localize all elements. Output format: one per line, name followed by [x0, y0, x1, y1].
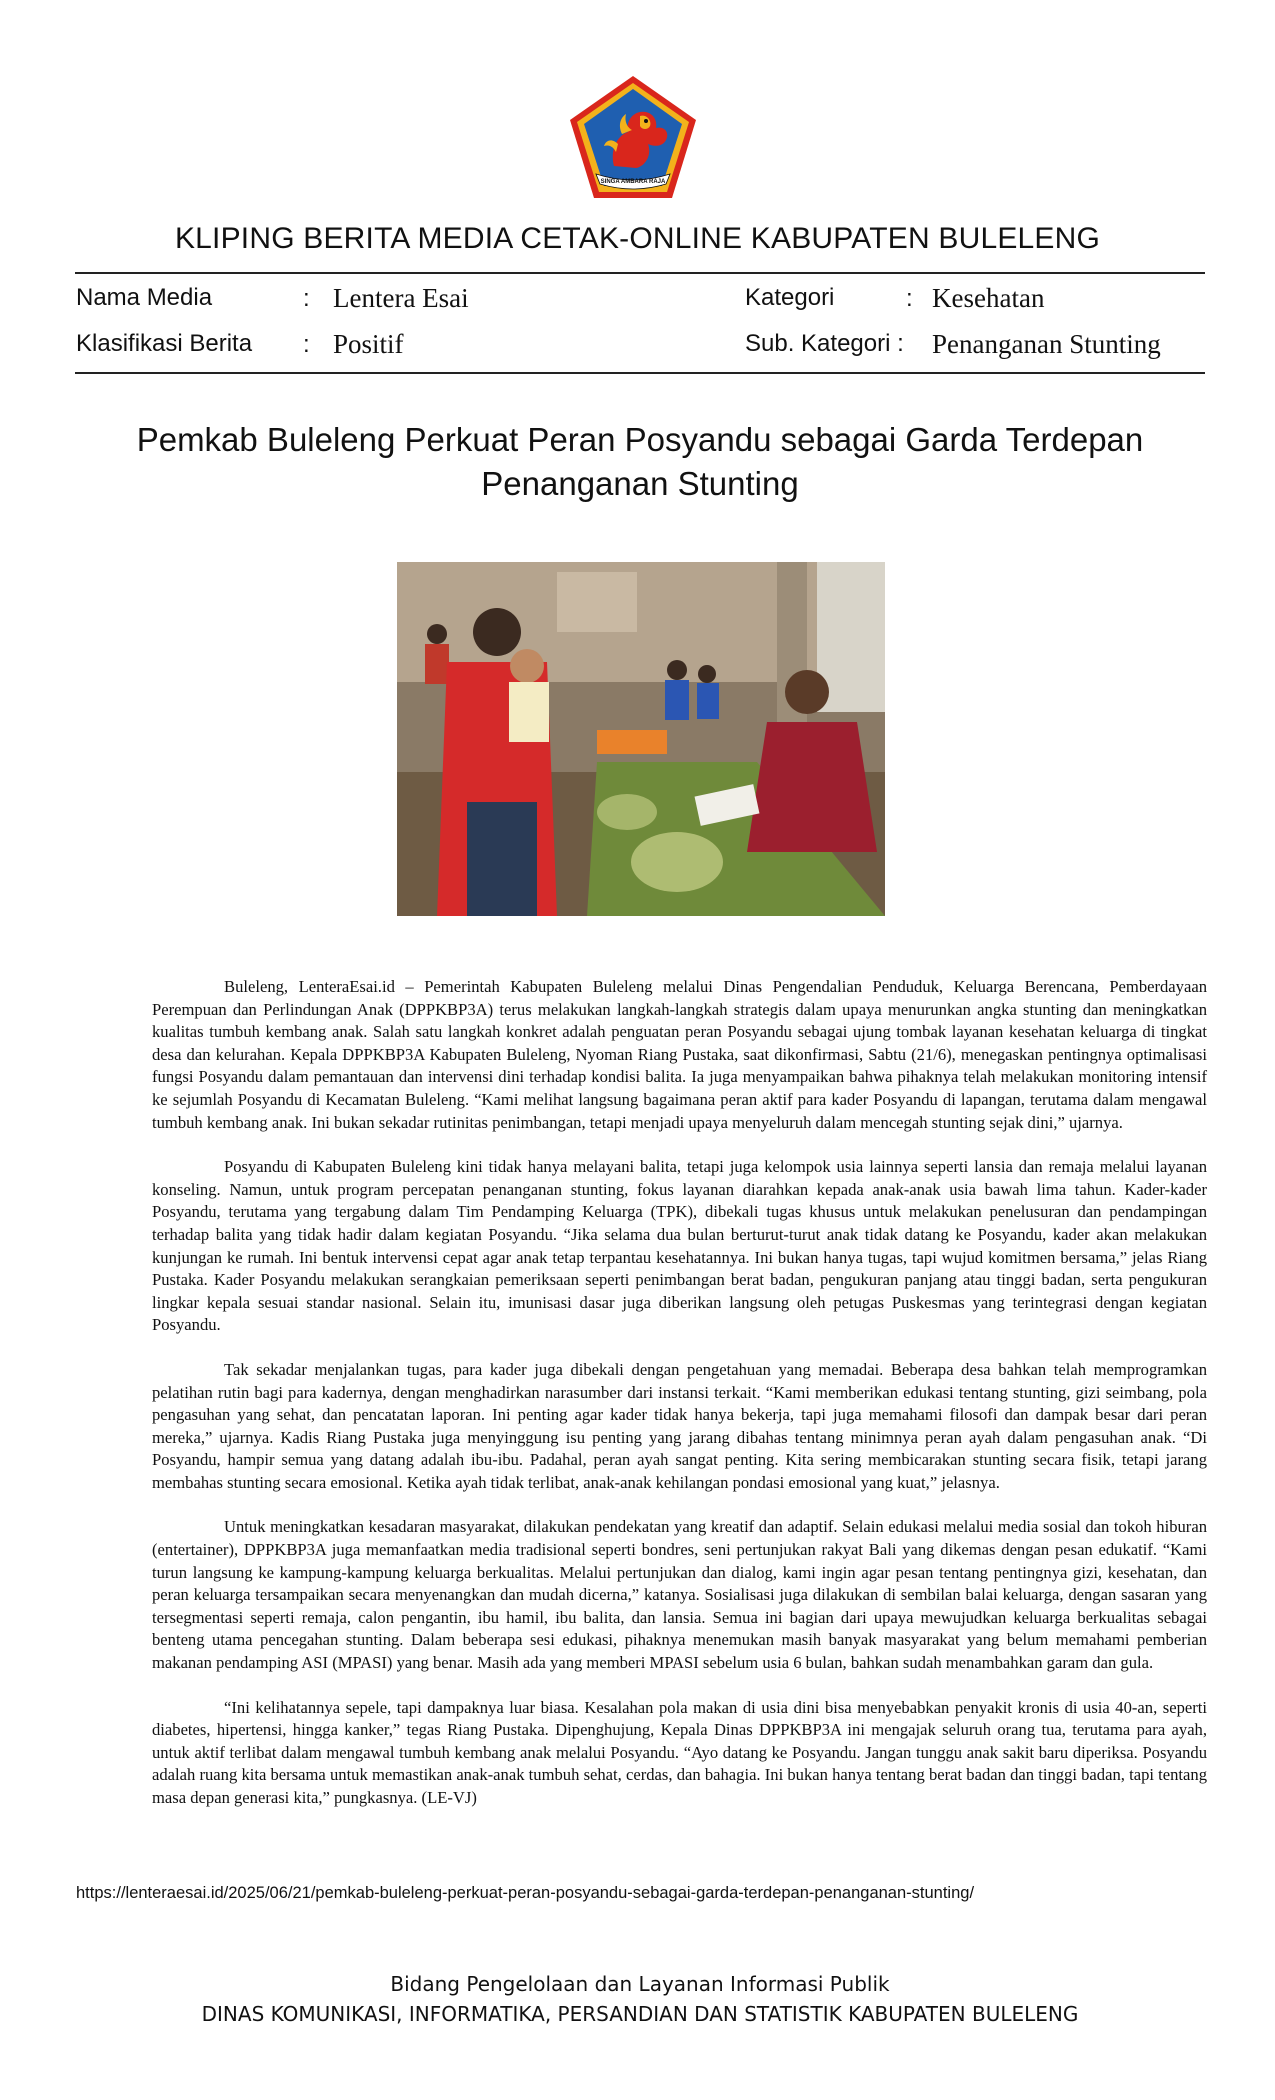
kategori-label: Kategori	[745, 284, 835, 311]
footer-division: Bidang Pengelolaan dan Layanan Informasi Publik	[390, 1972, 890, 1996]
headline-line-1: Pemkab Buleleng Perkuat Peran Posyandu sebagai Garda Terdepan	[136, 421, 1144, 458]
nama-media-colon: :	[303, 285, 310, 312]
klasifikasi-value: Positif	[333, 329, 404, 359]
clipping-header-title: KLIPING BERITA MEDIA CETAK-ONLINE KABUPATEN BULELENG	[174, 222, 1101, 255]
sub-kategori-value: Penanganan Stunting	[932, 329, 1161, 359]
article-photo	[397, 562, 885, 916]
kategori-colon: :	[906, 285, 913, 312]
header-divider-bottom	[75, 372, 1205, 374]
article-paragraph: Posyandu di Kabupaten Buleleng kini tidak hanya melayani balita, tetapi juga kelompok usia lainnya seperti lansia dan remaja melalui layanan konseling. Namun, untuk program percepatan penanganan stunting, fokus layanan diarahkan kepada anak-anak usia bawah lima tahun. Kader-kader Posyandu, terutama yang tergabung dalam Tim Pendamping Keluarga (TPK), dibekali tugas khusus untuk melakukan penelusuran dan pendampingan terhadap balita yang tidak hadir dalam kegiatan Posyandu. “Jika selama dua bulan berturut-turut anak tidak datang ke Posyandu, kader akan melakukan kunjungan ke rumah. Ini bentuk intervensi cepat agar anak tetap terpantau kesehatannya. Ini bukan hanya tugas, tapi wujud komitmen bersama,” jelas Riang Pustaka. Kader Posyandu melakukan serangkaian pemeriksaan seperti penimbangan berat badan, pengukuran panjang atau tinggi badan, serta pengukuran lingkar kepala sesuai standar nasional. Selain itu, imunisasi dasar juga diberikan langsung oleh petugas Puskesmas yang terintegrasi dengan kegiatan Posyandu.	[152, 1157, 1207, 1335]
logo-banner-text: SINGA AMBARA RAJA	[600, 179, 666, 185]
footer-agency: DINAS KOMUNIKASI, INFORMATIKA, PERSANDIAN DAN STATISTIK KABUPATEN BULELENG	[201, 2002, 1079, 2026]
kategori-value: Kesehatan	[932, 283, 1045, 313]
article-paragraph: Tak sekadar menjalankan tugas, para kader juga dibekali dengan pengetahuan yang memadai. Beberapa desa bahkan telah memprogramkan pelatihan rutin bagi para kadernya, dengan menghadirkan narasumber dari instansi terkait. “Kami memberikan edukasi tentang stunting, gizi seimbang, pola pengasuhan yang sehat, dan pencatatan laporan. Ini penting agar kader tidak hanya bekerja, tapi juga memahami filosofi dan dampak besar dari peran mereka,” ujarnya. Kadis Riang Pustaka juga menyinggung isu penting yang jarang dibahas tentang minimnya peran ayah dalam pengasuhan anak. “Di Posyandu, hampir semua yang datang adalah ibu-ibu. Padahal, peran ayah sangat penting. Kita sering membicarakan stunting secara fisik, tetapi jarang membahas stunting secara emosional. Ketika ayah tidak terlibat, anak-anak kehilangan pondasi emosional yang kuat,” jelasnya.	[152, 1359, 1207, 1492]
headline-line-2: Penanganan Stunting	[481, 465, 799, 502]
klasifikasi-label: Klasifikasi Berita	[76, 330, 253, 357]
nama-media-label: Nama Media	[76, 284, 213, 311]
article-paragraph: Untuk meningkatkan kesadaran masyarakat, dilakukan pendekatan yang kreatif dan adaptif. Selain edukasi melalui media sosial dan tokoh hiburan (entertainer), DPPKBP3A juga memanfaatkan media tradisional seperti bondres, seni pertunjukan rakyat Bali yang dikemas dengan pesan edukatif. “Kami turun langsung ke kampung-kampung keluarga berkualitas. Melalui pertunjukan dan dialog, kami ingin agar pesan tentang pentingnya gizi, kesehatan, dan peran keluarga tersampaikan secara menyenangkan dan mudah dicerna,” katanya. Sosialisasi juga dilakukan di sembilan balai keluarga, dengan sasaran yang tersegmentasi seperti remaja, calon pengantin, ibu hamil, ibu balita, dan lansia. Semua ini bagian dari upaya mewujudkan keluarga berkualitas sebagai benteng utama pencegahan stunting. Dalam beberapa sesi edukasi, pihaknya menemukan masih banyak masyarakat yang belum memahami pemberian makanan pendamping ASI (MPASI) yang benar. Masih ada yang memberi MPASI sebelum usia 6 bulan, bahkan sudah menambahkan garam dan gula.	[152, 1517, 1207, 1673]
header-divider-top	[75, 272, 1205, 274]
sub-kategori-label: Sub. Kategori :	[745, 330, 904, 357]
source-link[interactable]: https://lenteraesai.id/2025/06/21/pemkab-buleleng-perkuat-peran-posyandu-sebagai-garda-terdepan-penanganan-stunting/	[76, 1884, 975, 1902]
nama-media-value: Lentera Esai	[333, 283, 469, 313]
article-body	[152, 976, 1207, 1832]
klasifikasi-colon: :	[303, 331, 310, 358]
article-paragraph: “Ini kelihatannya sepele, tapi dampaknya luar biasa. Kesalahan pola makan di usia dini bisa menyebabkan penyakit kronis di usia 40-an, seperti diabetes, hipertensi, hingga kanker,” tegas Riang Pustaka. Dipenghujung, Kepala Dinas DPPKBP3A ini mengajak seluruh orang tua, terutama para ayah, untuk aktif terlibat dalam mengawal tumbuh kembang anak melalui Posyandu. “Ayo datang ke Posyandu. Jangan tunggu anak sakit baru diperiksa. Posyandu adalah ruang kita bersama untuk memastikan anak-anak tumbuh sehat, cerdas, dan bahagia. Ini bukan hanya tentang berat badan dan tinggi badan, tapi tentang masa depan generasi kita,” pungkasnya. (LE-VJ)	[152, 1697, 1207, 1807]
buleleng-coat-of-arms-icon	[566, 74, 700, 202]
article-headline	[75, 418, 1205, 506]
article-paragraph: Buleleng, LenteraEsai.id – Pemerintah Kabupaten Buleleng melalui Dinas Pengendalian Penduduk, Keluarga Berencana, Pemberdayaan Perempuan dan Perlindungan Anak (DPPKBP3A) terus melakukan langkah-langkah strategis dalam upaya menurunkan angka stunting dan meningkatkan kualitas tumbuh kembang anak. Salah satu langkah konkret adalah penguatan peran Posyandu sebagai ujung tombak layanan kesehatan keluarga di tingkat desa dan kelurahan. Kepala DPPKBP3A Kabupaten Buleleng, Nyoman Riang Pustaka, saat dikonfirmasi, Sabtu (21/6), menegaskan pentingnya optimalisasi fungsi Posyandu dalam pemantauan dan intervensi dini terhadap kondisi balita. Ia juga menyampaikan bahwa pihaknya telah melakukan monitoring intensif ke sejumlah Posyandu di Kecamatan Buleleng. “Kami melihat langsung bagaimana peran aktif para kader Posyandu di lapangan, terutama dalam mengawal tumbuh kembang anak. Ini bukan sekadar rutinitas penimbangan, tetapi menjadi upaya menyeluruh dalam mencegah stunting sejak dini,” ujarnya.	[152, 977, 1207, 1132]
